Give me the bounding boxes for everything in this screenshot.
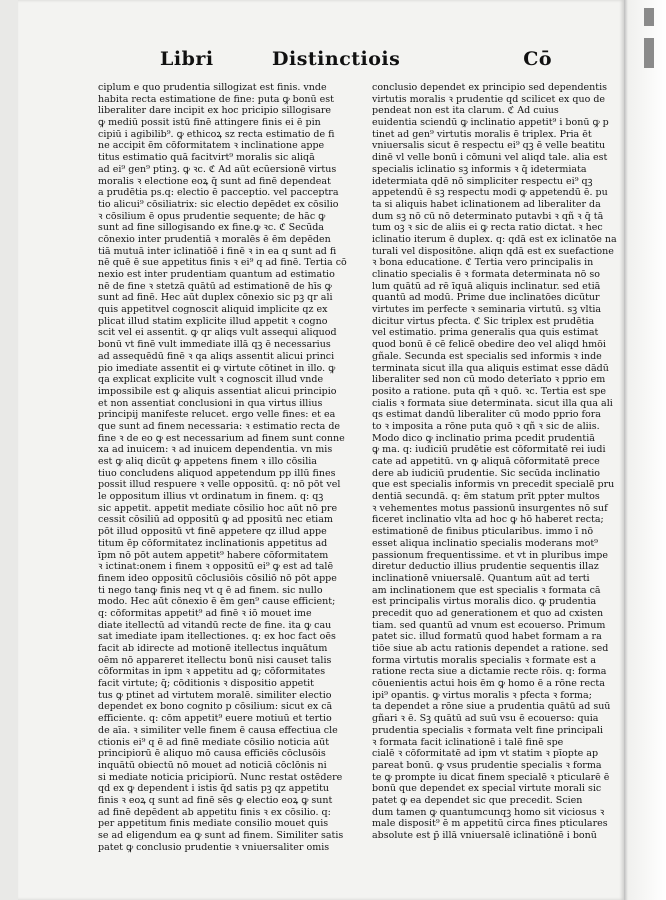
text-line: posito a ratione. puta qñ ꝛ quō. ꝛc. Tertia est spe: [372, 385, 606, 397]
text-line: tinet ad gen⁹ virtutis moralis ē triplex. Pria ēt: [372, 128, 592, 140]
text-line: de aīa. ꝛ similiter velle finem ē causa effectiua cle: [98, 724, 338, 736]
text-line: ad ei⁹ gen⁹ ptinꝫ. ꝙ ꝛc. ℭ Ad aūt ecūersionē virtus: [98, 163, 337, 175]
text-line: que sunt ad finem necessaria: ꝛ estimatio recta de: [98, 420, 341, 432]
header-center-word: Distinctiois: [272, 48, 401, 70]
page-edge-mark: [644, 8, 654, 26]
text-line: tus ꝙ ptinet ad virtutem moralē. similiter electio: [98, 689, 332, 701]
text-line: titum ēp cōformitatez inclinationis appetitus ad: [98, 537, 328, 549]
page-sheet: [18, 0, 624, 900]
text-line: nē de fine ꝛ stetzā quātū ad estimationē de hīs ꝙ: [98, 280, 332, 292]
text-line: dicitur virtus pfecta. ℭ Sic triplex est prudētia: [372, 315, 595, 327]
text-line: dum tamen ꝙ quantumcunqꝫ homo sit viciosus ꝛ: [372, 806, 605, 818]
text-line: bonū que dependet ex special virtute morali sic: [372, 783, 602, 795]
text-line: ꝙ ma. q: iudiciū prudētie est cōformitatē rei iudi: [372, 444, 606, 456]
text-line: te ꝙ prompte iu dicat finem specialē ꝛ pticularē ē: [372, 771, 610, 783]
text-line: cialē ꝛ cōformitatē ad ipm vt statim ꝛ pīopte ap: [372, 748, 599, 760]
text-line: patet sic. illud formatū quod habet formam a ra: [372, 631, 602, 643]
text-line: am inclinationem que est specialis ꝛ formata cā: [372, 584, 601, 596]
text-line: dependet ex bono cognito p cōsilium: sicut ex cā: [98, 701, 333, 713]
text-line: cipiū i agibilib⁹. ꝙ ethicoꝝ sz recta estimatio de fi: [98, 128, 335, 140]
text-line: principij manifeste relucet. ergo velle fines: et ea: [98, 409, 336, 421]
text-line: impossibile est ꝙ aliquis assentiat alicui principio: [98, 385, 337, 397]
text-line: patet ꝙ conclusio prudentie ꝛ vniuersaliter omis: [98, 841, 330, 853]
text-line: xa ad inuicem: ꝛ ad inuicem dependentia. vn mis: [98, 444, 333, 456]
text-line: modo. Hec aūt cōnexio ē ēm gen⁹ cause efficient;: [98, 596, 336, 608]
text-line: appetendū ē sꝫ respectu modi ꝙ appetendū ē. pu: [372, 187, 608, 199]
text-line: cialis ꝛ formata siue determinata. sicut illa qua ali: [372, 397, 613, 409]
text-line: forma virtutis moralis specialis ꝛ formate est a: [372, 654, 597, 666]
text-line: scit vel ei assentit. ꝙ qr aliqs vult assequi aliquod: [98, 327, 337, 339]
text-line: virtutes im perfecte ꝛ seminaria virtutū. sꝫ vltia: [372, 304, 602, 316]
text-line: sat imediate ipam itellectiones. q: ex hoc fact oēs: [98, 631, 336, 643]
text-line: moralis ꝛ electione eoꝝ q̄ sunt ad finē dependeat: [98, 175, 331, 187]
text-line: efficiente. q: cōm appetit⁹ euere motiuū et tertio: [98, 713, 332, 725]
text-line: qd ex ꝙ dependent i istis q̄d satis pꝫ qz appetitu: [98, 783, 330, 795]
text-line: ficeret inclinatio vlta ad hoc ꝙ hō haberet recta;: [372, 514, 604, 526]
text-line: ad assequēdū finē ꝛ qa aliqs assentit alicui princi: [98, 350, 335, 362]
text-line: conclusio dependet ex principio sed dependentis: [372, 82, 608, 93]
text-line: turali vel dispositōne. aliqn qdā est ex suefactione: [372, 245, 614, 257]
text-line: qs estimat dandū liberaliter cū modo pprio fora: [372, 409, 601, 421]
text-line: tum oꝫ ꝛ sic de aliis ei ꝙ recta ratio dictat. ꝛ hec: [372, 222, 603, 234]
text-line: diretur deductio illius prudentie sequentis illaz: [372, 561, 599, 573]
text-line: tiā mutuā inter iclinatiōē i finē ꝛ in ea q sunt ad fi: [98, 245, 337, 257]
text-line: qa explicat explicite vult ꝛ cognoscit illud vnde: [98, 374, 324, 386]
text-line: est principalis virtus moralis dico. ꝙ prudentia: [372, 596, 597, 608]
text-line: ad finē depēdent ab appetitu finis ꝛ ex cōsilio. q:: [98, 806, 331, 818]
text-line: quantū ad modū. Prime due inclinatōes dicūtur: [372, 292, 600, 304]
text-line: dinē vl velle bonū i cōmuni vel aliqd tale. alia est: [372, 152, 608, 164]
text-line: finem ideo oppositū cōclusiōis cōsiliō nō pōt appe: [98, 572, 337, 584]
text-line: liberaliter dare incipit ex hoc pricipio sillogisare: [98, 105, 332, 117]
text-line: ꝙ mediū possit istū finē attingere finis ei ē pin: [98, 117, 321, 129]
text-line: male disposit⁹ ē m appetitū circa fines pticulares: [372, 818, 608, 830]
text-line: inclinationē vniuersalē. Quantum aūt ad terti: [372, 572, 590, 584]
text-line: cōnexio inter prudentiā ꝛ moralēs ē ēm depēden: [98, 233, 331, 245]
text-line: cessit cōsiliū ad oppositū ꝙ ad ppositū nec etiam: [98, 514, 333, 526]
text-line: esset aliqua inclinatio specialis moderans mot⁹: [372, 537, 598, 549]
text-line: gñale. Secunda est specialis sed informis ꝛ inde: [372, 350, 602, 362]
text-line: clinatio specialis ē ꝛ formata determinata nō so: [372, 269, 600, 280]
text-line: bonū vt finē vult immediate illā qꝫ ē necessarius: [98, 339, 331, 351]
text-line: precedit quo ad generationem et quo ad cxisten: [372, 607, 604, 619]
text-line: euidentia sciendū ꝙ inclinatio appetit⁹ i bonū ꝙ p: [372, 117, 609, 129]
text-line: ꝛ bona educatione. ℭ Tertia vero principalis in: [372, 257, 594, 269]
next-page-edge: [624, 0, 666, 900]
text-line: patet ꝙ ea dependet sic que precedit. Scien: [372, 794, 583, 806]
text-line: ꝛ formata facit iclinationē i talē finē spe: [372, 736, 564, 748]
text-line: quis appetitvel cognoscit aliquid implicite qz ex: [98, 304, 328, 316]
text-line: iclinatio iterum ē duplex. q: qdā est ex iclinatōe na: [372, 233, 617, 245]
text-line: oēm nō appareret itellectu bonū nisi causet talis: [98, 654, 332, 666]
left-text-column: [98, 82, 366, 853]
text-line: pio imediate assentit ei ꝙ virtute cōtinet in illo. ꝙ: [98, 362, 336, 374]
text-line: terminata sicut illa qua aliquis estimat esse dādū: [372, 362, 609, 374]
text-line: cōuenientis actui hois ēm ꝙ homo ē a rōne recta: [372, 678, 605, 690]
text-line: ciplum e quo prudentia sillogizat est finis. vnde: [98, 82, 327, 93]
text-line: que est specialis informis vn precedit specialē pru: [372, 479, 615, 491]
text-line: vel estimatio. prima generalis qua quis estimat: [372, 327, 599, 339]
text-line: diate itellectū ad vitandū recte de fine. ita ꝙ cau: [98, 619, 332, 631]
text-line: ꝛ vehementes motus passionū insurgentes nō suf: [372, 502, 608, 514]
text-line: fine ꝛ de eo ꝙ est necessarium ad finem sunt conne: [98, 432, 345, 444]
text-line: pōt illud oppositū vt finē appetere qz illud appe: [98, 526, 327, 538]
text-line: finis ꝛ eoꝝ q sunt ad finē sēs ꝙ electio eoꝝ ꝙ sunt: [98, 794, 333, 806]
text-line: prudentia specialis ꝛ formata velt fine principali: [372, 724, 604, 736]
text-line: le oppositum illius vt ordinatum in finem. q: qꝫ: [98, 491, 324, 503]
text-line: possit illud respuere ꝛ velle oppositū. q: nō pōt vel: [98, 479, 341, 491]
text-line: cate ad appetitū. vn ꝙ aliquā cōformitatē prece: [372, 456, 600, 467]
text-line: tiam. sed quantū ad vnum est ecouerso. Primum: [372, 619, 606, 631]
text-line: tiōe siue ab actu rationis dependet a ratione. sed: [372, 643, 609, 654]
text-line: dere ab iudiciū prudentie. Sic secūda inclinatio: [372, 467, 601, 479]
text-line: principiorū ē aliquo mō causa efficiēs cōclusōis: [98, 748, 326, 760]
text-line: nexio est inter prudentiam quantum ad estimatio: [98, 269, 335, 280]
text-line: virtutis moralis ꝛ prudentie qd scilicet ex quo de: [372, 93, 606, 105]
text-line: quod bonū ē cē felicē obedire deo vel aliqd hmōi: [372, 339, 606, 351]
text-line: ꝛ cōsilium ē opus prudentie sequente; de hāc ꝙ: [98, 210, 326, 222]
text-line: idetermiata qdē nō simpliciter respectu ei⁹ qꝫ: [372, 175, 593, 187]
text-line: inquātū obiectū nō mouet ad noticiā cōclōnis ni: [98, 759, 327, 771]
text-line: facit ab idirecte ad motionē itellectus inquātum: [98, 643, 328, 654]
text-line: absolute est p̄ illā vniuersalē iclinatiōnē i bonū: [372, 830, 597, 841]
text-line: ne accipit ēm cōformitatem ꝛ inclinatione appe: [98, 140, 325, 152]
text-line: titus estimatio quā facitvirt⁹ moralis sic aliqā: [98, 152, 315, 164]
text-line: facit virtute; q̄; cōditionis ꝛ dispositio appetit: [98, 678, 314, 690]
text-line: nē quē ē sue appetitus finis ꝛ ei⁹ q ad finē. Tertia cō: [98, 257, 347, 269]
text-line: specialis iclinatio sꝫ informis ꝛ q̄ idetermiata: [372, 163, 587, 175]
text-line: dentiā secundā. q: ēm statum prīt ppter multos: [372, 491, 600, 503]
text-line: ratione recta siue a dictamie recte rōis. q: forma: [372, 666, 607, 678]
text-line: sunt ad fine sillogisando ex fine.ꝙ ꝛc. ℭ Secūda: [98, 222, 324, 234]
text-line: se ad eligendum ea ꝙ sunt ad finem. Similiter satis: [98, 830, 344, 841]
text-line: ꝛ ictinat:onem i finem ꝛ oppositū ei⁹ ꝙ est ad talē: [98, 561, 334, 573]
text-line: tio alicui⁹ cōsiliatrix: sic electio depēdet ex cōsilio: [98, 198, 339, 210]
text-line: tiuo concludens aliquod appetendum pp illū fines: [98, 467, 336, 479]
text-line: liberaliter sed non cū modo deterīato ꝛ pprio em: [372, 374, 606, 386]
page-edge-mark: [644, 38, 654, 68]
text-line: sunt ad finē. Hec aūt duplex cōnexio sic pꝫ qr ali: [98, 292, 333, 304]
text-line: ta si aliquis habet iclinationem ad liberaliter da: [372, 198, 601, 210]
text-line: ta dependet a rōne siue a prudentia quātū ad suū: [372, 701, 611, 713]
header-right-word: Cō: [523, 48, 552, 70]
right-text-column: [372, 82, 640, 842]
text-line: habita recta estimatione de fine: puta ꝙ bonū est: [98, 93, 334, 105]
text-line: est ꝙ aliq dicūt ꝙ appetens finem ꝛ illo cōsilia: [98, 456, 317, 467]
text-line: si mediate noticia pricipiorū. Nunc restat ostēdere: [98, 771, 343, 783]
text-line: īpm nō pōt autem appetit⁹ habere cōformitatem: [98, 549, 329, 561]
text-line: Modo dico ꝙ inclinatio prima pcedit prudentiā: [372, 432, 595, 444]
text-line: q: cōformitas appetit⁹ ad finē ꝛ iō mouet ime: [98, 607, 312, 619]
text-line: vniuersalis sicut ē respectu ei⁹ qꝫ ē velle beatitu: [372, 140, 606, 152]
text-line: to ꝛ imposita a rōne puta quō ꝛ qñ ꝛ sic de aliis.: [372, 420, 600, 432]
header-left-word: Libri: [160, 48, 214, 70]
text-line: sic appetit. appetit mediate cōsilio hoc aūt nō pre: [98, 502, 338, 514]
text-line: gñari ꝛ ē. Sꝫ quātū ad suū vsu ē ecouerso: quia: [372, 713, 599, 725]
text-line: lum quātū ad rē īquā aliquis inclinatur. sed etiā: [372, 280, 601, 292]
text-line: ti nego tanꝙ finis neq vt q ē ad finem. sic nullo: [98, 584, 323, 596]
text-line: cōformitas in ipm ꝛ appetitu ad ꝙ; cōformitates: [98, 666, 326, 678]
text-line: a prudētia ps.q: electio ē pacceptio. vel pacceptra: [98, 187, 339, 199]
text-line: et non assentiat conclusioni in qua virtus illius: [98, 397, 323, 409]
text-line: pendeat non est ita clarum. ℭ Ad cuius: [372, 105, 559, 117]
text-line: pareat bonū. ꝙ vsus prudentie specialis ꝛ forma: [372, 759, 602, 771]
text-line: estimationē de finibus pticularibus. immo ī nō: [372, 526, 594, 538]
text-line: dum sꝫ nō cū nō determinato putavbi ꝛ qñ ꝛ q̄ tā: [372, 210, 604, 222]
text-line: ctionis ei⁹ q ē ad finē mediate cōsilio noticia aūt: [98, 736, 330, 748]
running-header: [160, 48, 552, 78]
text-line: plicat illud statim explicite illud appetit ꝛ cogno: [98, 315, 328, 327]
text-line: ipi⁹ opantis. ꝙ virtus moralis ꝛ pfecta ꝛ forma;: [372, 689, 592, 701]
text-line: per appetitum finis mediate consilio mouet quis: [98, 818, 329, 830]
text-line: passionum frequentissime. et vt in pluribus impe: [372, 549, 608, 561]
